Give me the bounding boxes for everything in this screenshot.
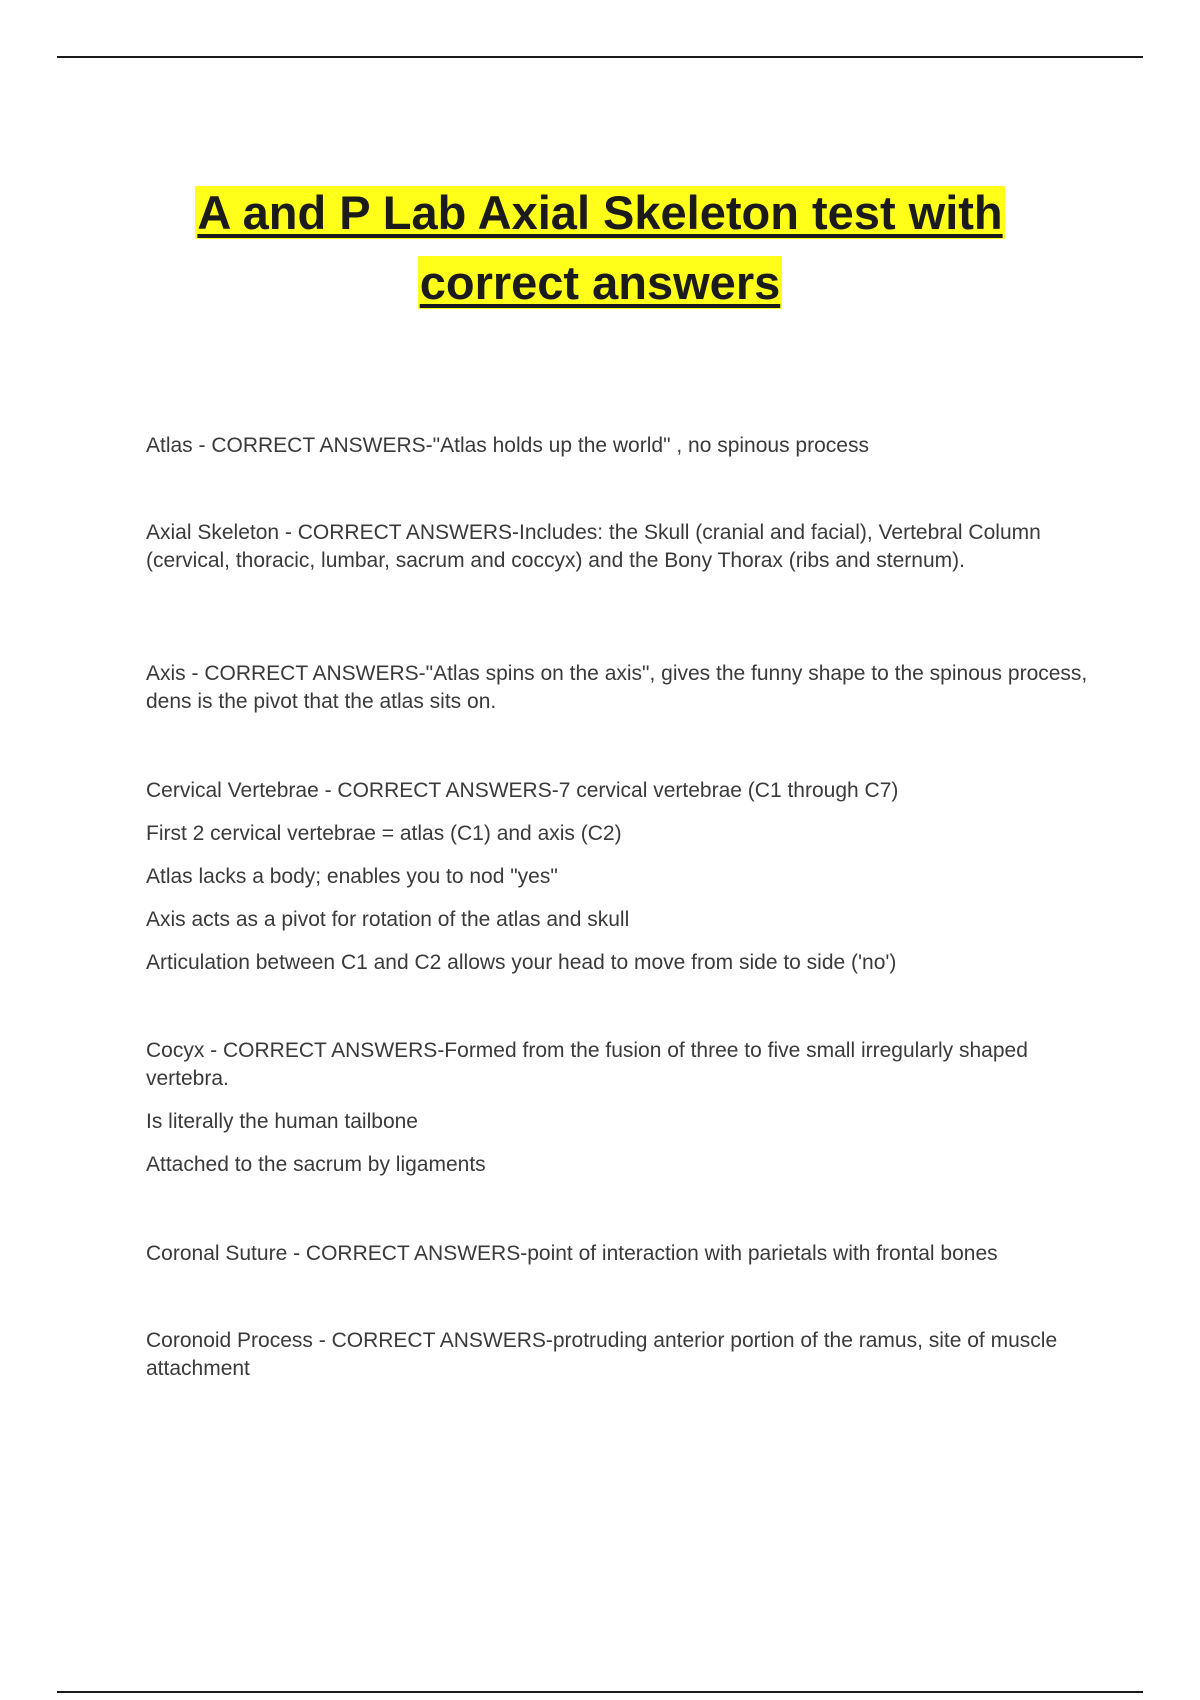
entry-text: Cervical Vertebrae - CORRECT ANSWERS-7 cervical vertebrae (C1 through C7) bbox=[146, 779, 899, 802]
entry-coronal-suture bbox=[146, 1240, 1096, 1268]
entry-atlas bbox=[146, 432, 1096, 460]
entry-cocyx bbox=[146, 1037, 1096, 1179]
entry-text: Axial Skeleton - CORRECT ANSWERS-Includes: the Skull (cranial and facial), Vertebral Column (cervical, thoracic, lumbar, sacrum and coccyx) and the Bony Thorax (ribs and sternum). bbox=[146, 521, 1041, 572]
entry-text: Atlas - CORRECT ANSWERS-"Atlas holds up the world" , no spinous process bbox=[146, 434, 869, 457]
entry-axial-skeleton bbox=[146, 519, 1096, 575]
title-line-2: correct answers bbox=[419, 256, 781, 309]
top-rule bbox=[57, 56, 1143, 58]
entry-coronoid-process bbox=[146, 1327, 1096, 1383]
entry-text: Axis - CORRECT ANSWERS-"Atlas spins on the axis", gives the funny shape to the spinous process, dens is the pivot that the atlas sits on. bbox=[146, 662, 1088, 713]
entry-subline: Atlas lacks a body; enables you to nod "yes" bbox=[146, 865, 558, 888]
entry-subline: Is literally the human tailbone bbox=[146, 1110, 418, 1133]
entry-text: Coronoid Process - CORRECT ANSWERS-protruding anterior portion of the ramus, site of muscle attachment bbox=[146, 1329, 1058, 1380]
entry-subline: Attached to the sacrum by ligaments bbox=[146, 1153, 486, 1176]
entry-subline: Axis acts as a pivot for rotation of the atlas and skull bbox=[146, 908, 630, 931]
entry-subline: First 2 cervical vertebrae = atlas (C1) and axis (C2) bbox=[146, 822, 622, 845]
entry-subline: Articulation between C1 and C2 allows your head to move from side to side ('no') bbox=[146, 951, 897, 974]
entry-cervical-vertebrae bbox=[146, 777, 1096, 977]
entry-text: Coronal Suture - CORRECT ANSWERS-point of interaction with parietals with frontal bones bbox=[146, 1242, 998, 1265]
entry-axis bbox=[146, 660, 1096, 716]
entry-text: Cocyx - CORRECT ANSWERS-Formed from the fusion of three to five small irregularly shaped vertebra. bbox=[146, 1039, 1028, 1090]
title-line-1: A and P Lab Axial Skeleton test with bbox=[197, 186, 1003, 239]
bottom-rule bbox=[57, 1691, 1143, 1693]
document-title bbox=[0, 184, 1200, 324]
